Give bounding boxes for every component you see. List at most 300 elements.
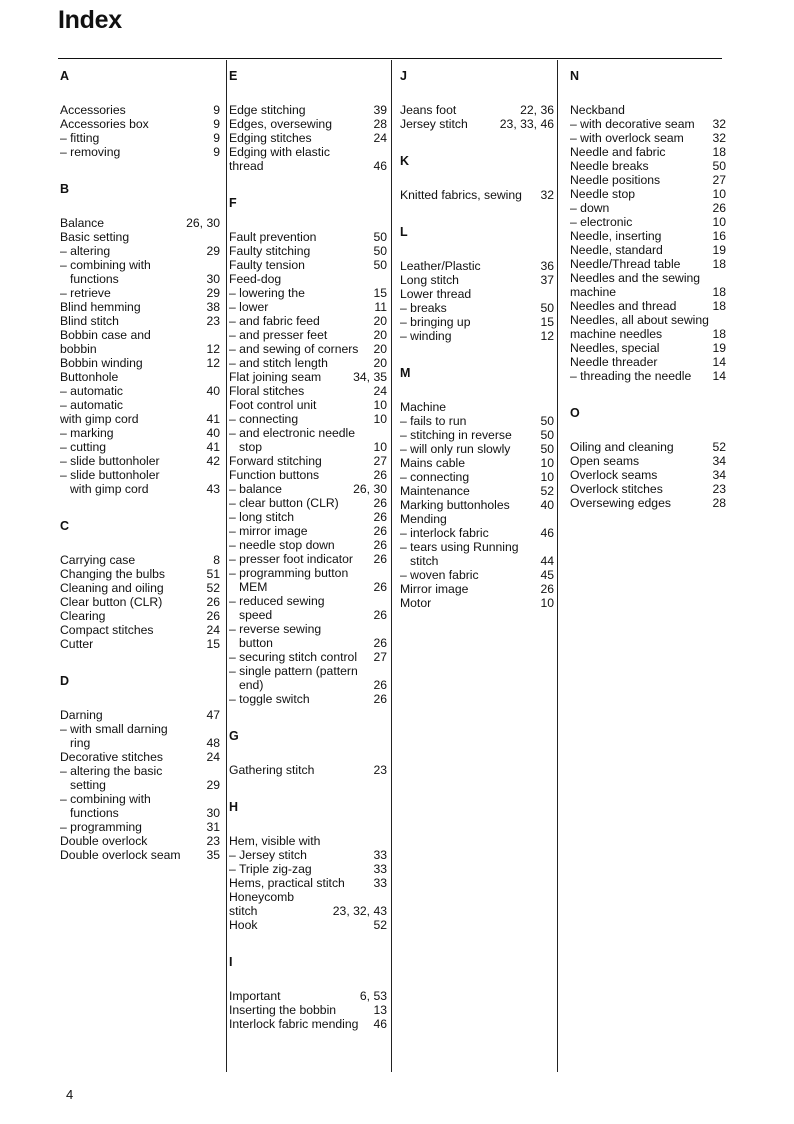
entry-pages: 48 [206, 736, 220, 750]
index-entry [60, 736, 220, 750]
entry-term: Edging stitches [229, 131, 312, 145]
index-entry [229, 314, 387, 328]
entry-pages: 10 [373, 398, 387, 412]
entry-term: Basic setting [60, 230, 130, 244]
index-entry [60, 103, 220, 117]
entry-term: – bringing up [400, 315, 471, 329]
entry-pages: 9 [213, 145, 220, 159]
entry-term: – long stitch [229, 510, 295, 524]
index-entry [60, 342, 220, 356]
index-entry [60, 131, 220, 145]
index-entry [60, 370, 220, 384]
entry-term: Faulty tension [229, 258, 305, 272]
section-letter: B [60, 182, 70, 196]
entry-term: – Jersey stitch [229, 848, 307, 862]
entry-term: – securing stitch control [229, 650, 358, 664]
entry-term: – marking [60, 426, 114, 440]
entry-pages: 16 [712, 229, 726, 243]
index-entry [400, 315, 554, 329]
index-section [60, 496, 220, 651]
entry-term: Important [229, 989, 281, 1003]
index-entry [60, 384, 220, 398]
entry-term: Needle stop [570, 187, 636, 201]
entry-pages: 14 [712, 369, 726, 383]
index-entry [60, 258, 220, 272]
entry-pages: 23, 32, 43 [332, 904, 387, 918]
entry-pages: 18 [712, 299, 726, 313]
index-entry [60, 806, 220, 820]
entry-term: – removing [60, 145, 121, 159]
entry-list [229, 215, 387, 706]
entry-pages: 26 [373, 636, 387, 650]
entry-pages: 52 [206, 581, 220, 595]
index-entry [60, 440, 220, 454]
index-entry [570, 454, 726, 468]
entry-term: – automatic [60, 398, 124, 412]
index-section [570, 383, 726, 510]
entry-pages: 23, 33, 46 [499, 117, 554, 131]
entry-term: Maintenance [400, 484, 470, 498]
index-entry [400, 273, 554, 287]
entry-list [570, 425, 726, 510]
index-section [229, 932, 387, 1031]
entry-pages: 29 [206, 244, 220, 258]
index-entry [229, 356, 387, 370]
index-entry [229, 342, 387, 356]
entry-pages: 9 [213, 117, 220, 131]
index-entry [229, 398, 387, 412]
entry-term: Needles, all about sewing [570, 313, 709, 327]
entry-pages: 46 [373, 1017, 387, 1031]
entry-pages: 33 [373, 862, 387, 876]
index-entry [229, 272, 387, 286]
index-section [570, 60, 726, 383]
entry-pages: 27 [712, 173, 726, 187]
entry-term: Faulty stitching [229, 244, 311, 258]
index-column-4 [570, 60, 726, 1072]
entry-term: Clearing [60, 609, 106, 623]
index-column-3 [400, 60, 558, 1072]
index-entry [229, 244, 387, 258]
entry-pages: 10 [540, 470, 554, 484]
entry-pages: 19 [712, 243, 726, 257]
index-entry [229, 370, 387, 384]
entry-term: Double overlock [60, 834, 148, 848]
entry-term: speed [239, 608, 273, 622]
entry-term: Blind hemming [60, 300, 141, 314]
index-entry [229, 524, 387, 538]
entry-term: with gimp cord [60, 412, 139, 426]
section-letter: C [60, 519, 70, 533]
entry-pages: 40 [540, 498, 554, 512]
index-entry [60, 398, 220, 412]
index-entry [60, 216, 220, 230]
entry-pages: 26 [206, 609, 220, 623]
index-entry [60, 412, 220, 426]
entry-pages: 6, 53 [359, 989, 387, 1003]
entry-pages: 34 [712, 454, 726, 468]
entry-term: – winding [400, 329, 452, 343]
entry-list [229, 748, 387, 777]
index-entry [229, 440, 387, 454]
entry-pages: 34, 35 [353, 370, 387, 384]
index-entry [400, 596, 554, 610]
entry-term: Honeycomb [229, 890, 295, 904]
entry-pages: 23 [712, 482, 726, 496]
index-entry [570, 173, 726, 187]
entry-pages: 50 [540, 414, 554, 428]
entry-pages: 20 [373, 314, 387, 328]
entry-pages: 32 [712, 117, 726, 131]
entry-term: – slide buttonholer [60, 468, 160, 482]
entry-term: – connecting [400, 470, 470, 484]
entry-list [400, 385, 554, 610]
index-entry [229, 159, 387, 173]
index-entry [570, 341, 726, 355]
index-entry [400, 540, 554, 554]
entry-term: functions [70, 272, 119, 286]
section-letter: F [229, 196, 237, 210]
entry-list [400, 173, 554, 202]
entry-term: machine [570, 285, 617, 299]
entry-term: Machine [400, 400, 447, 414]
entry-term: Interlock fabric mending [229, 1017, 359, 1031]
entry-pages: 18 [712, 257, 726, 271]
index-entry [570, 299, 726, 313]
index-entry [400, 568, 554, 582]
entry-term: – single pattern (pattern [229, 664, 358, 678]
index-entry [400, 484, 554, 498]
index-section [60, 60, 220, 159]
entry-term: – woven fabric [400, 568, 479, 582]
entry-term: – tears using Running [400, 540, 519, 554]
entry-term: Needle threader [570, 355, 658, 369]
entry-term: – presser foot indicator [229, 552, 353, 566]
index-column-1 [60, 60, 227, 1072]
index-entry [60, 595, 220, 609]
entry-pages: 26, 30 [186, 216, 220, 230]
entry-term: stitch [229, 904, 258, 918]
entry-list [60, 538, 220, 651]
entry-term: Bobbin case and [60, 328, 151, 342]
index-entry [570, 327, 726, 341]
entry-term: Knitted fabrics, sewing [400, 188, 522, 202]
entry-term: Edge stitching [229, 103, 306, 117]
page-title: Index [58, 6, 122, 34]
entry-pages: 8 [213, 553, 220, 567]
section-letter: A [60, 69, 70, 83]
index-entry [400, 301, 554, 315]
entry-term: Leather/Plastic [400, 259, 481, 273]
entry-pages: 23 [206, 834, 220, 848]
entry-term: – cutting [60, 440, 107, 454]
entry-pages: 31 [206, 820, 220, 834]
entry-pages: 26 [373, 552, 387, 566]
entry-term: – and presser feet [229, 328, 328, 342]
index-entry [229, 552, 387, 566]
index-entry [570, 229, 726, 243]
entry-term: – stitching in reverse [400, 428, 512, 442]
entry-term: Mains cable [400, 456, 466, 470]
entry-pages: 29 [206, 778, 220, 792]
entry-term: – fitting [60, 131, 100, 145]
index-entry [400, 103, 554, 117]
entry-pages: 9 [213, 103, 220, 117]
entry-term: Accessories [60, 103, 126, 117]
entry-term: – retrieve [60, 286, 111, 300]
entry-list [229, 88, 387, 173]
index-entry [229, 103, 387, 117]
entry-term: Double overlock seam [60, 848, 181, 862]
index-entry [60, 468, 220, 482]
entry-pages: 50 [540, 301, 554, 315]
index-entry [400, 259, 554, 273]
entry-pages: 19 [712, 341, 726, 355]
entry-pages: 38 [206, 300, 220, 314]
entry-term: setting [70, 778, 106, 792]
index-entry [400, 329, 554, 343]
entry-term: Needle and fabric [570, 145, 666, 159]
entry-pages: 26 [373, 510, 387, 524]
entry-term: stitch [410, 554, 439, 568]
index-section [400, 202, 554, 343]
entry-pages: 33 [373, 848, 387, 862]
index-entry [60, 609, 220, 623]
entry-term: Feed-dog [229, 272, 282, 286]
index-section [229, 777, 387, 932]
entry-pages: 11 [374, 300, 387, 314]
index-entry [400, 428, 554, 442]
index-entry [229, 890, 387, 904]
entry-term: Mending [400, 512, 447, 526]
entry-pages: 10 [712, 187, 726, 201]
entry-term: – down [570, 201, 610, 215]
index-entry [400, 414, 554, 428]
entry-term: Neckband [570, 103, 625, 117]
entry-term: Lower thread [400, 287, 472, 301]
entry-pages: 52 [373, 918, 387, 932]
index-entry [229, 904, 387, 918]
index-entry [60, 286, 220, 300]
entry-pages: 26 [373, 692, 387, 706]
entry-term: – and fabric feed [229, 314, 320, 328]
entry-term: Motor [400, 596, 432, 610]
index-entry [400, 456, 554, 470]
entry-term: Mirror image [400, 582, 469, 596]
entry-pages: 10 [540, 456, 554, 470]
index-entry [400, 400, 554, 414]
entry-term: – reduced sewing [229, 594, 325, 608]
index-entry [229, 622, 387, 636]
index-entry [229, 538, 387, 552]
entry-term: – combining with [60, 792, 151, 806]
index-entry [570, 243, 726, 257]
entry-term: – toggle switch [229, 692, 310, 706]
index-entry [570, 257, 726, 271]
entry-pages: 45 [540, 568, 554, 582]
index-entry [60, 117, 220, 131]
index-entry [229, 496, 387, 510]
entry-pages: 12 [206, 356, 220, 370]
entry-pages: 9 [213, 131, 220, 145]
entry-term: Balance [60, 216, 105, 230]
index-entry [400, 470, 554, 484]
entry-term: Foot control unit [229, 398, 317, 412]
entry-term: – with decorative seam [570, 117, 695, 131]
entry-pages: 20 [373, 342, 387, 356]
entry-term: Needles, special [570, 341, 660, 355]
entry-pages: 46 [373, 159, 387, 173]
index-entry [400, 188, 554, 202]
entry-pages: 35 [206, 848, 220, 862]
entry-pages: 22, 36 [520, 103, 554, 117]
index-entry [60, 272, 220, 286]
entry-pages: 32 [712, 131, 726, 145]
index-entry [60, 708, 220, 722]
index-entry [570, 117, 726, 131]
entry-pages: 47 [206, 708, 220, 722]
index-entry [60, 300, 220, 314]
index-section [400, 131, 554, 202]
index-entry [400, 117, 554, 131]
entry-term: – and electronic needle [229, 426, 356, 440]
entry-term: – interlock fabric [400, 526, 489, 540]
index-entry [570, 201, 726, 215]
index-entry [229, 692, 387, 706]
section-letter: O [570, 406, 580, 420]
index-section [400, 343, 554, 610]
entry-term: – mirror image [229, 524, 308, 538]
section-letter: J [400, 69, 407, 83]
entry-pages: 13 [373, 1003, 387, 1017]
index-entry [570, 131, 726, 145]
index-entry [229, 145, 387, 159]
entry-term: – fails to run [400, 414, 467, 428]
entry-term: Buttonhole [60, 370, 119, 384]
index-entry [570, 159, 726, 173]
entry-term: Needles and thread [570, 299, 677, 313]
index-entry [570, 215, 726, 229]
entry-list [60, 693, 220, 862]
index-section [400, 60, 554, 131]
entry-term: Clear button (CLR) [60, 595, 163, 609]
entry-pages: 43 [206, 482, 220, 496]
entry-term: Darning [60, 708, 103, 722]
entry-list [229, 974, 387, 1031]
entry-term: Marking buttonholes [400, 498, 510, 512]
entry-pages: 26 [373, 580, 387, 594]
index-entry [229, 482, 387, 496]
entry-pages: 26 [712, 201, 726, 215]
index-section [60, 159, 220, 496]
entry-list [400, 88, 554, 131]
entry-pages: 10 [373, 412, 387, 426]
index-entry [60, 314, 220, 328]
index-entry [60, 750, 220, 764]
entry-term: Needles and the sewing [570, 271, 701, 285]
index-entry [570, 187, 726, 201]
index-entry [60, 244, 220, 258]
entry-term: Edging with elastic [229, 145, 330, 159]
entry-pages: 30 [206, 272, 220, 286]
entry-pages: 28 [712, 496, 726, 510]
entry-term: Overlock stitches [570, 482, 663, 496]
index-entry [570, 145, 726, 159]
entry-term: button [239, 636, 273, 650]
index-entry [60, 848, 220, 862]
entry-term: – slide buttonholer [60, 454, 160, 468]
index-entry [229, 678, 387, 692]
index-section [60, 651, 220, 862]
entry-pages: 12 [540, 329, 554, 343]
entry-pages: 15 [540, 315, 554, 329]
entry-term: – and sewing of corners [229, 342, 359, 356]
index-entry [229, 566, 387, 580]
entry-term: Needle/Thread table [570, 257, 681, 271]
entry-term: – altering the basic [60, 764, 163, 778]
index-entry [60, 581, 220, 595]
entry-term: Gathering stitch [229, 763, 315, 777]
index-entry [60, 792, 220, 806]
entry-pages: 36 [540, 259, 554, 273]
header-rule [58, 58, 722, 59]
entry-term: – reverse sewing [229, 622, 322, 636]
entry-list [229, 819, 387, 932]
entry-term: Needle, standard [570, 243, 663, 257]
entry-pages: 50 [540, 442, 554, 456]
entry-pages: 26 [373, 608, 387, 622]
entry-term: with gimp cord [70, 482, 149, 496]
index-entry [60, 834, 220, 848]
entry-pages: 24 [373, 384, 387, 398]
entry-term: – and stitch length [229, 356, 328, 370]
entry-list [60, 88, 220, 159]
entry-term: Needle, inserting [570, 229, 662, 243]
index-entry [229, 300, 387, 314]
section-letter: K [400, 154, 410, 168]
entry-term: Blind stitch [60, 314, 119, 328]
entry-term: – electronic [570, 215, 633, 229]
entry-term: Long stitch [400, 273, 459, 287]
entry-term: Function buttons [229, 468, 320, 482]
entry-term: – lowering the [229, 286, 305, 300]
entry-pages: 28 [373, 117, 387, 131]
index-entry [570, 440, 726, 454]
entry-pages: 15 [373, 286, 387, 300]
index-entry [60, 426, 220, 440]
entry-pages: 14 [712, 355, 726, 369]
section-letter: I [229, 955, 233, 969]
index-entry [229, 848, 387, 862]
index-entry [400, 442, 554, 456]
entry-term: Edges, oversewing [229, 117, 332, 131]
section-letter: L [400, 225, 408, 239]
index-section [229, 60, 387, 173]
index-entry [570, 496, 726, 510]
entry-pages: 41 [206, 412, 220, 426]
entry-term: Hook [229, 918, 258, 932]
section-letter: E [229, 69, 238, 83]
entry-pages: 46 [540, 526, 554, 540]
entry-term: Decorative stitches [60, 750, 163, 764]
index-entry [229, 426, 387, 440]
entry-list [400, 244, 554, 343]
entry-pages: 40 [206, 426, 220, 440]
entry-pages: 27 [373, 650, 387, 664]
entry-pages: 26 [373, 524, 387, 538]
entry-term: – programming [60, 820, 142, 834]
entry-pages: 40 [206, 384, 220, 398]
